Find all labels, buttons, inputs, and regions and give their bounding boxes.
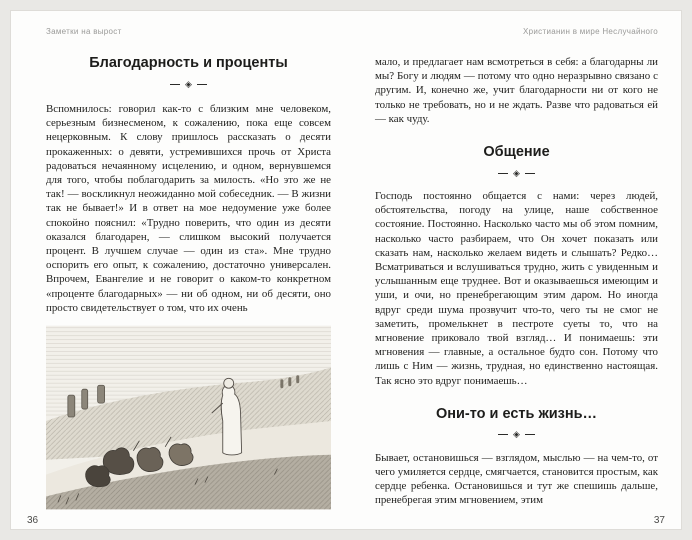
page-left bbox=[11, 11, 346, 529]
book-spread bbox=[10, 10, 682, 530]
body-paragraph-life: Бывает, остановишься — взглядом, мыслью — на чем-то, от чего умиляется сердце, смягчается, становится простым, как сердце ребенка. Остановишься и тут же спешишь дальше, пренебрегая этим мгновением, этим bbox=[375, 451, 658, 507]
page-number-left: 36 bbox=[27, 515, 39, 526]
diamond-ornament-icon: ◈ bbox=[513, 429, 520, 440]
chapter-title-life: Они-то и есть жизнь… bbox=[435, 405, 598, 422]
ornament-rule-right bbox=[525, 173, 535, 174]
ornament-divider bbox=[375, 167, 658, 179]
running-header-left: Заметки на вырост bbox=[46, 27, 122, 36]
ornament-rule-left bbox=[498, 173, 508, 174]
chapter-title-gratitude: Благодарность и проценты bbox=[89, 55, 288, 71]
ornament-divider bbox=[46, 78, 331, 90]
ornament-divider bbox=[375, 429, 658, 441]
body-paragraph-left: Вспомнилось: говорил как-то с близким мне человеком, серьезным бизнесменом, к сожалению, пока еще совсем нецерковным. К слову пришлось рассказать о десяти прокаженных: о девяти, устремившихся прочь от Христа радоваться нечаянному исцелению, и одном, вернувшемся для того, чтобы поблагодарить за милость. «Но это же не так! — воскликнул неожиданно мой собеседник. — В жизни так не бывает!» И в ответ на мое недоумение уже более спокойно пояснил: «Трудно поверить, что один из десяти оказался благодарен, — слишком высокий получается процент. В лучшем случае — один из ста». Мне трудно оспорить его опыт, к сожалению, достаточно универсален. Впрочем, Евангелие и не говорит о каком-то конкретном «проценте благодарных» — ни об одном, ни об десяти, оно просто свидетельствует о том, что их очень bbox=[46, 103, 331, 314]
ornament-rule-right bbox=[197, 84, 207, 85]
diamond-ornament-icon: ◈ bbox=[513, 167, 520, 178]
body-paragraph-continuation: мало, и предлагает нам всмотреться в себя: а благодарны ли мы? Богу и людям — потому что одно неразрывно связано с другим. И, конечно же, учит благодарности ни от кого не только не требовать, но и не ждать. Разве что радоваться ей — как чуду. bbox=[375, 56, 658, 125]
ornament-rule-left bbox=[498, 434, 508, 435]
body-paragraph-communication: Господь постоянно общается с нами: через людей, обстоятельства, погоду на улице, наше собственное состояние. Постоянно. Насколько часто мы об этом помним, насколько часто разбираем, что Он хочет показать или сказать нам, насколько желаем видеть и слышать? Редко… Всматриваться и вслушиваться трудно, жить с увиденным и услышанным еще труднее. Вот и оказываешься имеющим и уши, и очи, но пренебрегающим этим даром. Но иногда вдруг среди шума прозвучит что-то, чего ты не смог не заметить, промелькнет в пестроте суеты то, что на мгновение приковало твой взгляд… И понимаешь: эти мгновения — главные, а остальное будто сон. Потому что лишь с Ним — жизнь, трудная, но единственно настоящая. Так ясно это вдруг понимаешь… bbox=[375, 190, 658, 387]
running-header-right: Христианин в мире Неслучайного bbox=[523, 27, 658, 36]
ornament-rule-left bbox=[170, 84, 180, 85]
diamond-ornament-icon: ◈ bbox=[185, 78, 192, 89]
page-number-right: 37 bbox=[653, 515, 665, 526]
ornament-rule-right bbox=[525, 434, 535, 435]
engraving-ten-lepers-illustration bbox=[46, 325, 331, 510]
page-right bbox=[346, 11, 681, 529]
chapter-title-communication: Общение bbox=[483, 144, 550, 161]
